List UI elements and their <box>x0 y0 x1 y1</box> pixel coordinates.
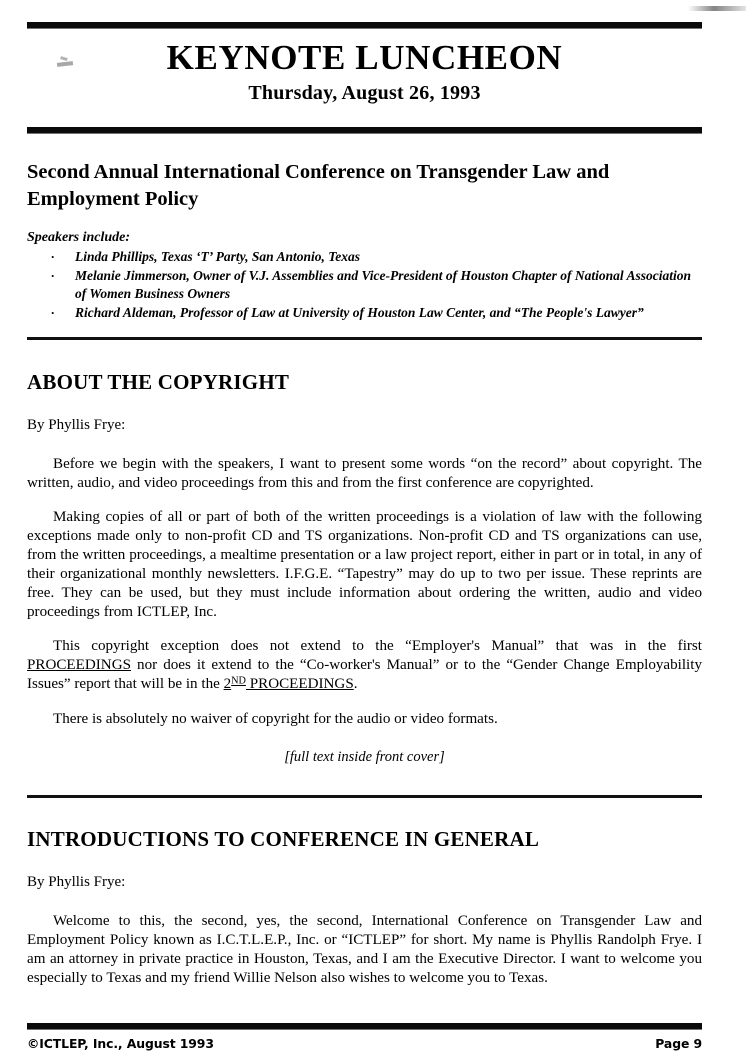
bullet-icon: · <box>51 268 55 284</box>
bullet-icon: · <box>51 249 55 265</box>
spacer <box>27 395 702 417</box>
conference-heading-line-2: Employment Policy <box>27 188 199 211</box>
list-item <box>49 267 702 303</box>
spacer <box>27 340 702 370</box>
copyright-paragraph-4: There is absolutely no waiver of copyright for the audio or video formats. <box>53 711 498 728</box>
section-title-copyright: ABOUT THE COPYRIGHT <box>27 369 290 394</box>
list-item <box>49 248 702 266</box>
p3-ordinal-number: 2 <box>223 676 232 693</box>
p3-underlined-proceedings-2: PROCEEDINGS <box>245 676 354 693</box>
speakers-list <box>27 248 702 322</box>
page-number: Page 9 <box>655 1036 702 1051</box>
spacer <box>27 622 702 637</box>
full-text-note: [full text inside front cover] <box>284 749 445 766</box>
divider-under-header <box>27 127 702 133</box>
byline-copyright: By Phyllis Frye: <box>27 416 126 433</box>
spacer <box>27 434 702 455</box>
speaker-name: Richard Aldeman, Professor of Law at University of Houston Law Center, and “The People's Lawyer” <box>75 304 644 320</box>
copyright-paragraph-3 <box>27 637 702 694</box>
list-item <box>49 304 702 322</box>
p3-ordinal-suffix: ND <box>231 675 246 687</box>
speakers-label: Speakers include: <box>27 230 131 246</box>
spacer <box>27 988 702 1023</box>
footer-copyright-text: ICTLEP, Inc., August 1993 <box>39 1036 214 1051</box>
spacer <box>27 891 702 912</box>
section-title-introductions: INTRODUCTIONS TO CONFERENCE IN GENERAL <box>27 827 540 852</box>
page-title: KEYNOTE LUNCHEON <box>166 38 563 77</box>
spacer <box>27 852 702 874</box>
page-subtitle: Thursday, August 26, 1993 <box>248 81 481 104</box>
page-footer <box>27 1036 702 1051</box>
spacer <box>27 798 702 827</box>
conference-heading-line-1: Second Annual International Conference on Transgender Law and <box>27 160 610 183</box>
p3-underlined-proceedings-1: PROCEEDINGS <box>27 657 131 674</box>
copyright-paragraph-2: Making copies of all or part of both of the written proceedings is a violation of law with the following exceptions made only to non-profit CD and TS organizations. Non-profit CD and TS organizations can use, from the written proceedings, a mealtime presentation or a law project report, either in part or in total, in any of their organizational monthly newsletters. I.F.G.E. “Tapestry” may do up to two per issue. These reprints are free. They can be used, but they must include information about ordering the written, audio and video proceedings from ICTLEP, Inc. <box>27 508 702 621</box>
document-header <box>27 40 702 105</box>
speaker-name: Linda Phillips, Texas ‘T’ Party, San Antonio, Texas <box>75 249 361 265</box>
p3-text-part-3: . <box>353 676 358 693</box>
byline-introductions: By Phyllis Frye: <box>27 874 126 891</box>
bullet-icon: · <box>51 304 55 320</box>
conference-heading <box>27 159 702 214</box>
spacer <box>27 694 702 710</box>
p3-text-part-1: This copyright exception does not extend to the “Employer's Manual” that was in the first <box>53 638 702 655</box>
spacer <box>27 105 702 127</box>
speaker-name: Melanie Jimmerson, Owner of V.J. Assemblies and Vice-President of Houston Chapter of National Association of Women Business Owners <box>75 268 692 301</box>
spacer <box>27 729 702 749</box>
divider-footer <box>27 1023 702 1029</box>
spacer <box>27 766 702 795</box>
spacer <box>27 493 702 508</box>
p3-text-part-2: nor does it extend to the “Co-worker's Manual” or to the “Gender Change Employability Issues” report that will be in the <box>27 657 702 693</box>
footer-copyright <box>27 1036 214 1051</box>
copyright-icon: © <box>27 1036 40 1051</box>
copyright-paragraph-1: Before we begin with the speakers, I want to present some words “on the record” about copyright. The written, audio, and video proceedings from this and from the first conference are copyrighted. <box>27 455 702 491</box>
scan-artifact-corner <box>688 6 746 11</box>
introductions-paragraph-1: Welcome to this, the second, yes, the second, International Conference on Transgender Law and Employment Policy known as I.C.T.L.E.P., Inc. or “ICTLEP” for short. My name is Phyllis Randolph Frye. I am an attorney in private practice in Houston, Texas, and I am the Executive Director. I want to welcome you especially to Texas and my friend Willie Nelson also wishes to welcome you to Texas. <box>27 913 702 987</box>
divider-top <box>27 22 702 28</box>
